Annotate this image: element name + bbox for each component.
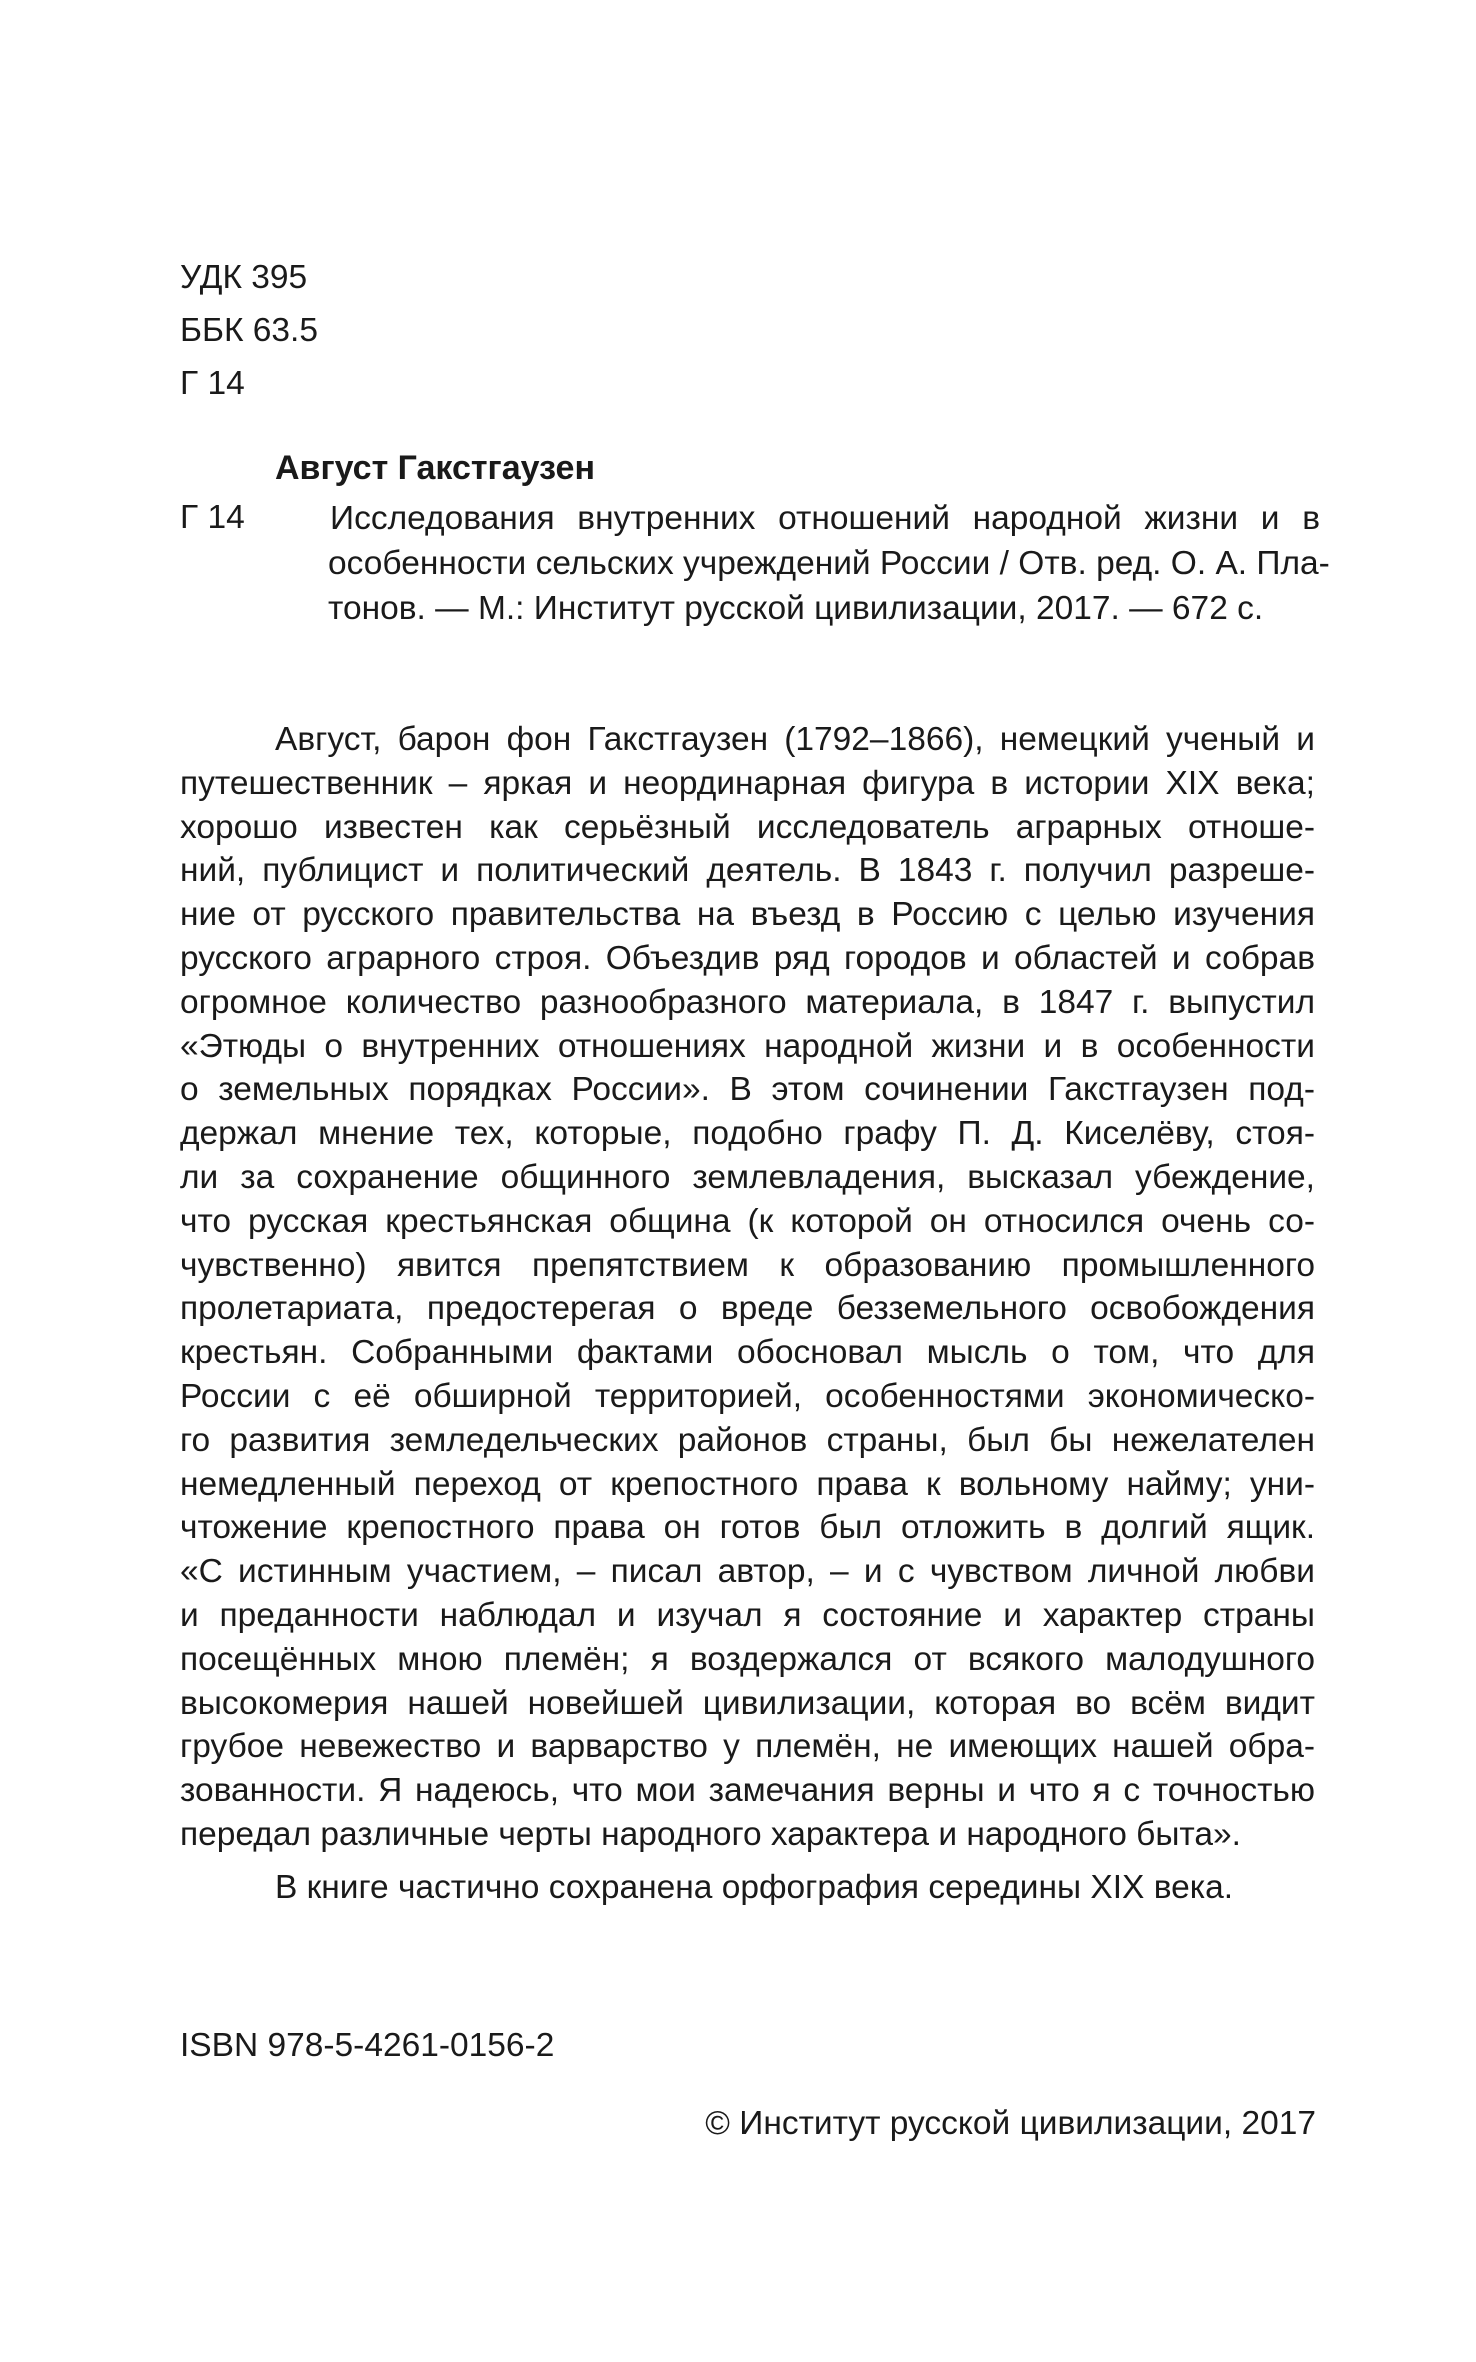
annotation-line: Август, барон фон Гакстгаузен (1792–1866), немецкий ученый и — [275, 721, 1315, 758]
book-author: Август Гакстгаузен — [275, 449, 595, 487]
annotation-line: грубое невежество и варварство у племён, не имеющих нашей обра- — [180, 1728, 1315, 1766]
bibliographic-line: тонов. — М.: Институт русской цивилизации, 2017. — 672 с. — [328, 590, 1264, 627]
annotation-line: держал мнение тех, которые, подобно графу П. Д. Киселёву, стоя- — [180, 1115, 1315, 1153]
catalog-author-mark: Г 14 — [180, 499, 245, 536]
annotation-line: крестьян. Собранными фактами обосновал мысль о том, что для — [180, 1334, 1315, 1372]
bibliographic-description — [328, 496, 1330, 631]
bbk-code: ББК 63.5 — [180, 312, 318, 349]
annotation-line: и преданности наблюдал и изучал я состояние и характер страны — [180, 1596, 1315, 1634]
annotation-line: ли за сохранение общинного землевладения, высказал убеждение, — [180, 1158, 1315, 1196]
annotation-line: «Этюды о внутренних отношениях народной жизни и в особенности — [180, 1027, 1315, 1065]
copyright-notice: © Институт русской цивилизации, 2017 — [705, 2105, 1316, 2142]
annotation-line: ний, публицист и политический деятель. В 1843 г. получил разреше- — [180, 852, 1315, 890]
annotation-line: посещённых мною племён; я воздержался от всякого малодушного — [180, 1640, 1315, 1678]
annotation-line: пролетариата, предостерегая о вреде безземельного освобождения — [180, 1290, 1315, 1328]
annotation-line: «С истинным участием, – писал автор, – и с чувством личной любви — [180, 1553, 1315, 1591]
bibliographic-line: Исследования внутренних отношений народной жизни и в — [330, 500, 1320, 537]
author-mark: Г 14 — [180, 365, 245, 402]
annotation-line: немедленный переход от крепостного права к вольному найму; уни- — [180, 1465, 1315, 1503]
annotation-line: России с её обширной территорией, особенностями экономическо- — [180, 1377, 1315, 1415]
isbn: ISBN 978-5-4261-0156-2 — [180, 2027, 555, 2064]
annotation-line: высокомерия нашей новейшей цивилизации, которая во всём видит — [180, 1684, 1315, 1722]
annotation-line: зованности. Я надеюсь, что мои замечания верны и что я с точностью — [180, 1772, 1315, 1810]
annotation-line: о земельных порядках России». В этом сочинении Гакстгаузен под- — [180, 1071, 1315, 1109]
annotation-text — [180, 718, 1315, 1857]
annotation-line: передал различные черты народного характера и народного быта». — [180, 1815, 1241, 1853]
annotation-line: чтожение крепостного права он готов был отложить в долгий ящик. — [180, 1509, 1315, 1547]
udk-code: УДК 395 — [180, 259, 308, 296]
annotation-line: путешественник – яркая и неординарная фигура в истории XIX века; — [180, 764, 1315, 802]
annotation-line: огромное количество разнообразного материала, в 1847 г. выпустил — [180, 983, 1315, 1021]
annotation-line: что русская крестьянская община (к которой он относился очень со- — [180, 1202, 1315, 1240]
annotation-line: чувственно) явится препятствием к образованию промышленного — [180, 1246, 1315, 1284]
annotation-line: русского аграрного строя. Объездив ряд городов и областей и собрав — [180, 939, 1315, 977]
annotation-line: го развития земледельческих районов страны, был бы нежелателен — [180, 1421, 1315, 1459]
orthography-note: В книге частично сохранена орфография середины XIX века. — [275, 1869, 1234, 1906]
annotation-line: хорошо известен как серьёзный исследователь аграрных отноше- — [180, 808, 1315, 846]
bibliographic-line: особенности сельских учреждений России / Отв. ред. О. А. Пла- — [328, 545, 1330, 582]
annotation-line: ние от русского правительства на въезд в Россию с целью изучения — [180, 896, 1315, 934]
